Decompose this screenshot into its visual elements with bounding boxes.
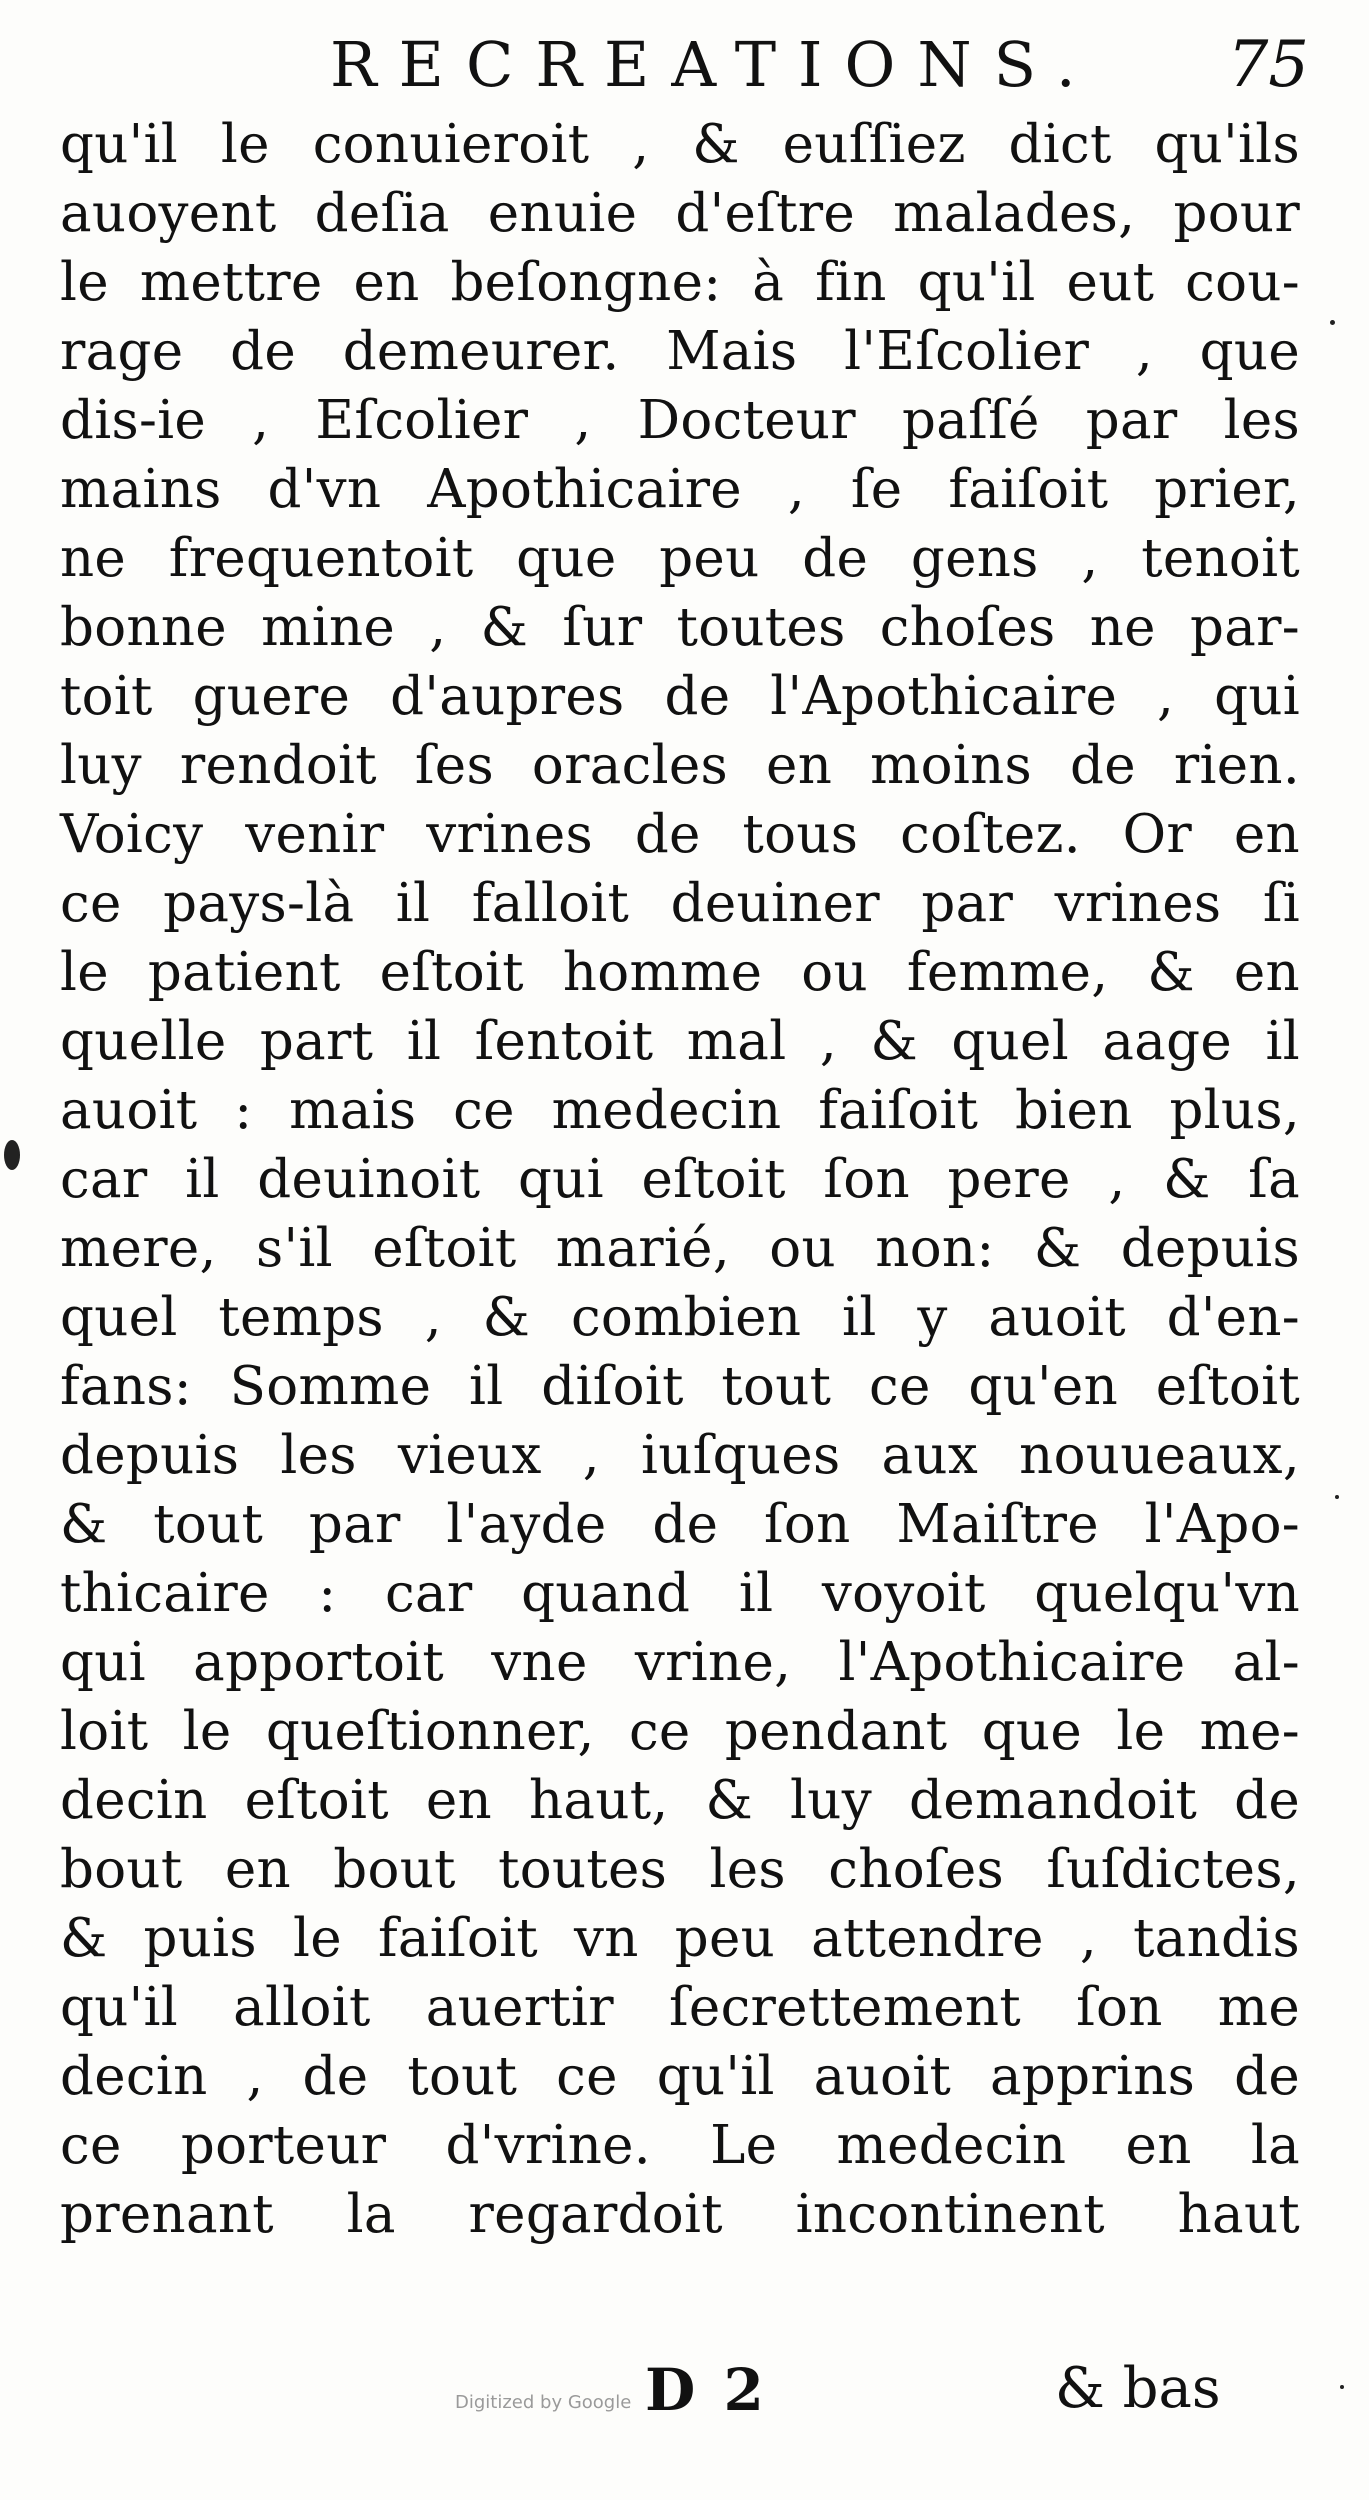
page-footer: [0, 2350, 1369, 2450]
text-line: prenant la regardoit incontinent haut: [60, 2184, 1300, 2245]
ink-speck: [1335, 1495, 1339, 1499]
text-line: quel temps , & combien il y auoit d'en-: [60, 1287, 1300, 1348]
text-line: auoit : mais ce medecin faiſoit bien plus,: [60, 1080, 1300, 1141]
ink-speck: [1340, 2385, 1344, 2389]
text-line: bonne mine , & ſur toutes choſes ne par-: [60, 597, 1300, 658]
text-line: ce porteur d'vrine. Le medecin en la: [60, 2115, 1300, 2176]
text-line: & tout par l'ayde de ſon Maiſtre l'Apo-: [60, 1494, 1300, 1555]
text-line: qu'il le conuieroit , & euſſiez dict qu'ils: [60, 114, 1300, 175]
text-line: toit guere d'aupres de l'Apothicaire , qui: [60, 666, 1300, 727]
watermark: Digitized by Google: [455, 2392, 632, 2413]
text-line: car il deuinoit qui eſtoit ſon pere , & ſa: [60, 1149, 1300, 1210]
ink-speck: [4, 1140, 20, 1170]
text-line: dis-ie , Eſcolier , Docteur paſſé par les: [60, 390, 1300, 451]
ink-speck: [1330, 320, 1335, 325]
text-line: bout en bout toutes les choſes ſuſdictes,: [60, 1839, 1300, 1900]
catchword: & bas: [1055, 2356, 1221, 2421]
text-line: decin eſtoit en haut, & luy demandoit de: [60, 1770, 1300, 1831]
text-line: & puis le faiſoit vn peu attendre , tandis: [60, 1908, 1300, 1969]
text-line: fans: Somme il diſoit tout ce qu'en eſtoit: [60, 1356, 1300, 1417]
text-line: qu'il alloit auertir ſecrettement ſon me: [60, 1977, 1300, 2038]
text-line: loit le queſtionner, ce pendant que le me-: [60, 1701, 1300, 1762]
text-line: mere, s'il eſtoit marié, ou non: & depuis: [60, 1218, 1300, 1279]
text-line: auoyent deſia enuie d'eſtre malades, pour: [60, 183, 1300, 244]
text-line: qui apportoit vne vrine, l'Apothicaire al-: [60, 1632, 1300, 1693]
text-line: Voicy venir vrines de tous coſtez. Or en: [60, 804, 1300, 865]
text-line: thicaire : car quand il voyoit quelqu'vn: [60, 1563, 1300, 1624]
text-line: luy rendoit ſes oracles en moins de rien.: [60, 735, 1300, 796]
page-number: 75: [1227, 28, 1309, 102]
body-text: [60, 110, 1300, 2249]
text-line: decin , de tout ce qu'il auoit apprins de: [60, 2046, 1300, 2107]
running-title: RECREATIONS.: [330, 28, 1098, 101]
text-line: ce pays-là il falloit deuiner par vrines ſi: [60, 873, 1300, 934]
text-line: mains d'vn Apothicaire , ſe faiſoit prier,: [60, 459, 1300, 520]
text-line: le mettre en beſongne: à fin qu'il eut cou-: [60, 252, 1300, 313]
text-line: quelle part il ſentoit mal , & quel aage il: [60, 1011, 1300, 1072]
text-line: rage de demeurer. Mais l'Eſcolier , que: [60, 321, 1300, 382]
text-line: ne frequentoit que peu de gens , tenoit: [60, 528, 1300, 589]
text-line: le patient eſtoit homme ou femme, & en: [60, 942, 1300, 1003]
text-line: depuis les vieux , iuſques aux nouueaux,: [60, 1425, 1300, 1486]
signature-mark: D 2: [645, 2356, 768, 2424]
